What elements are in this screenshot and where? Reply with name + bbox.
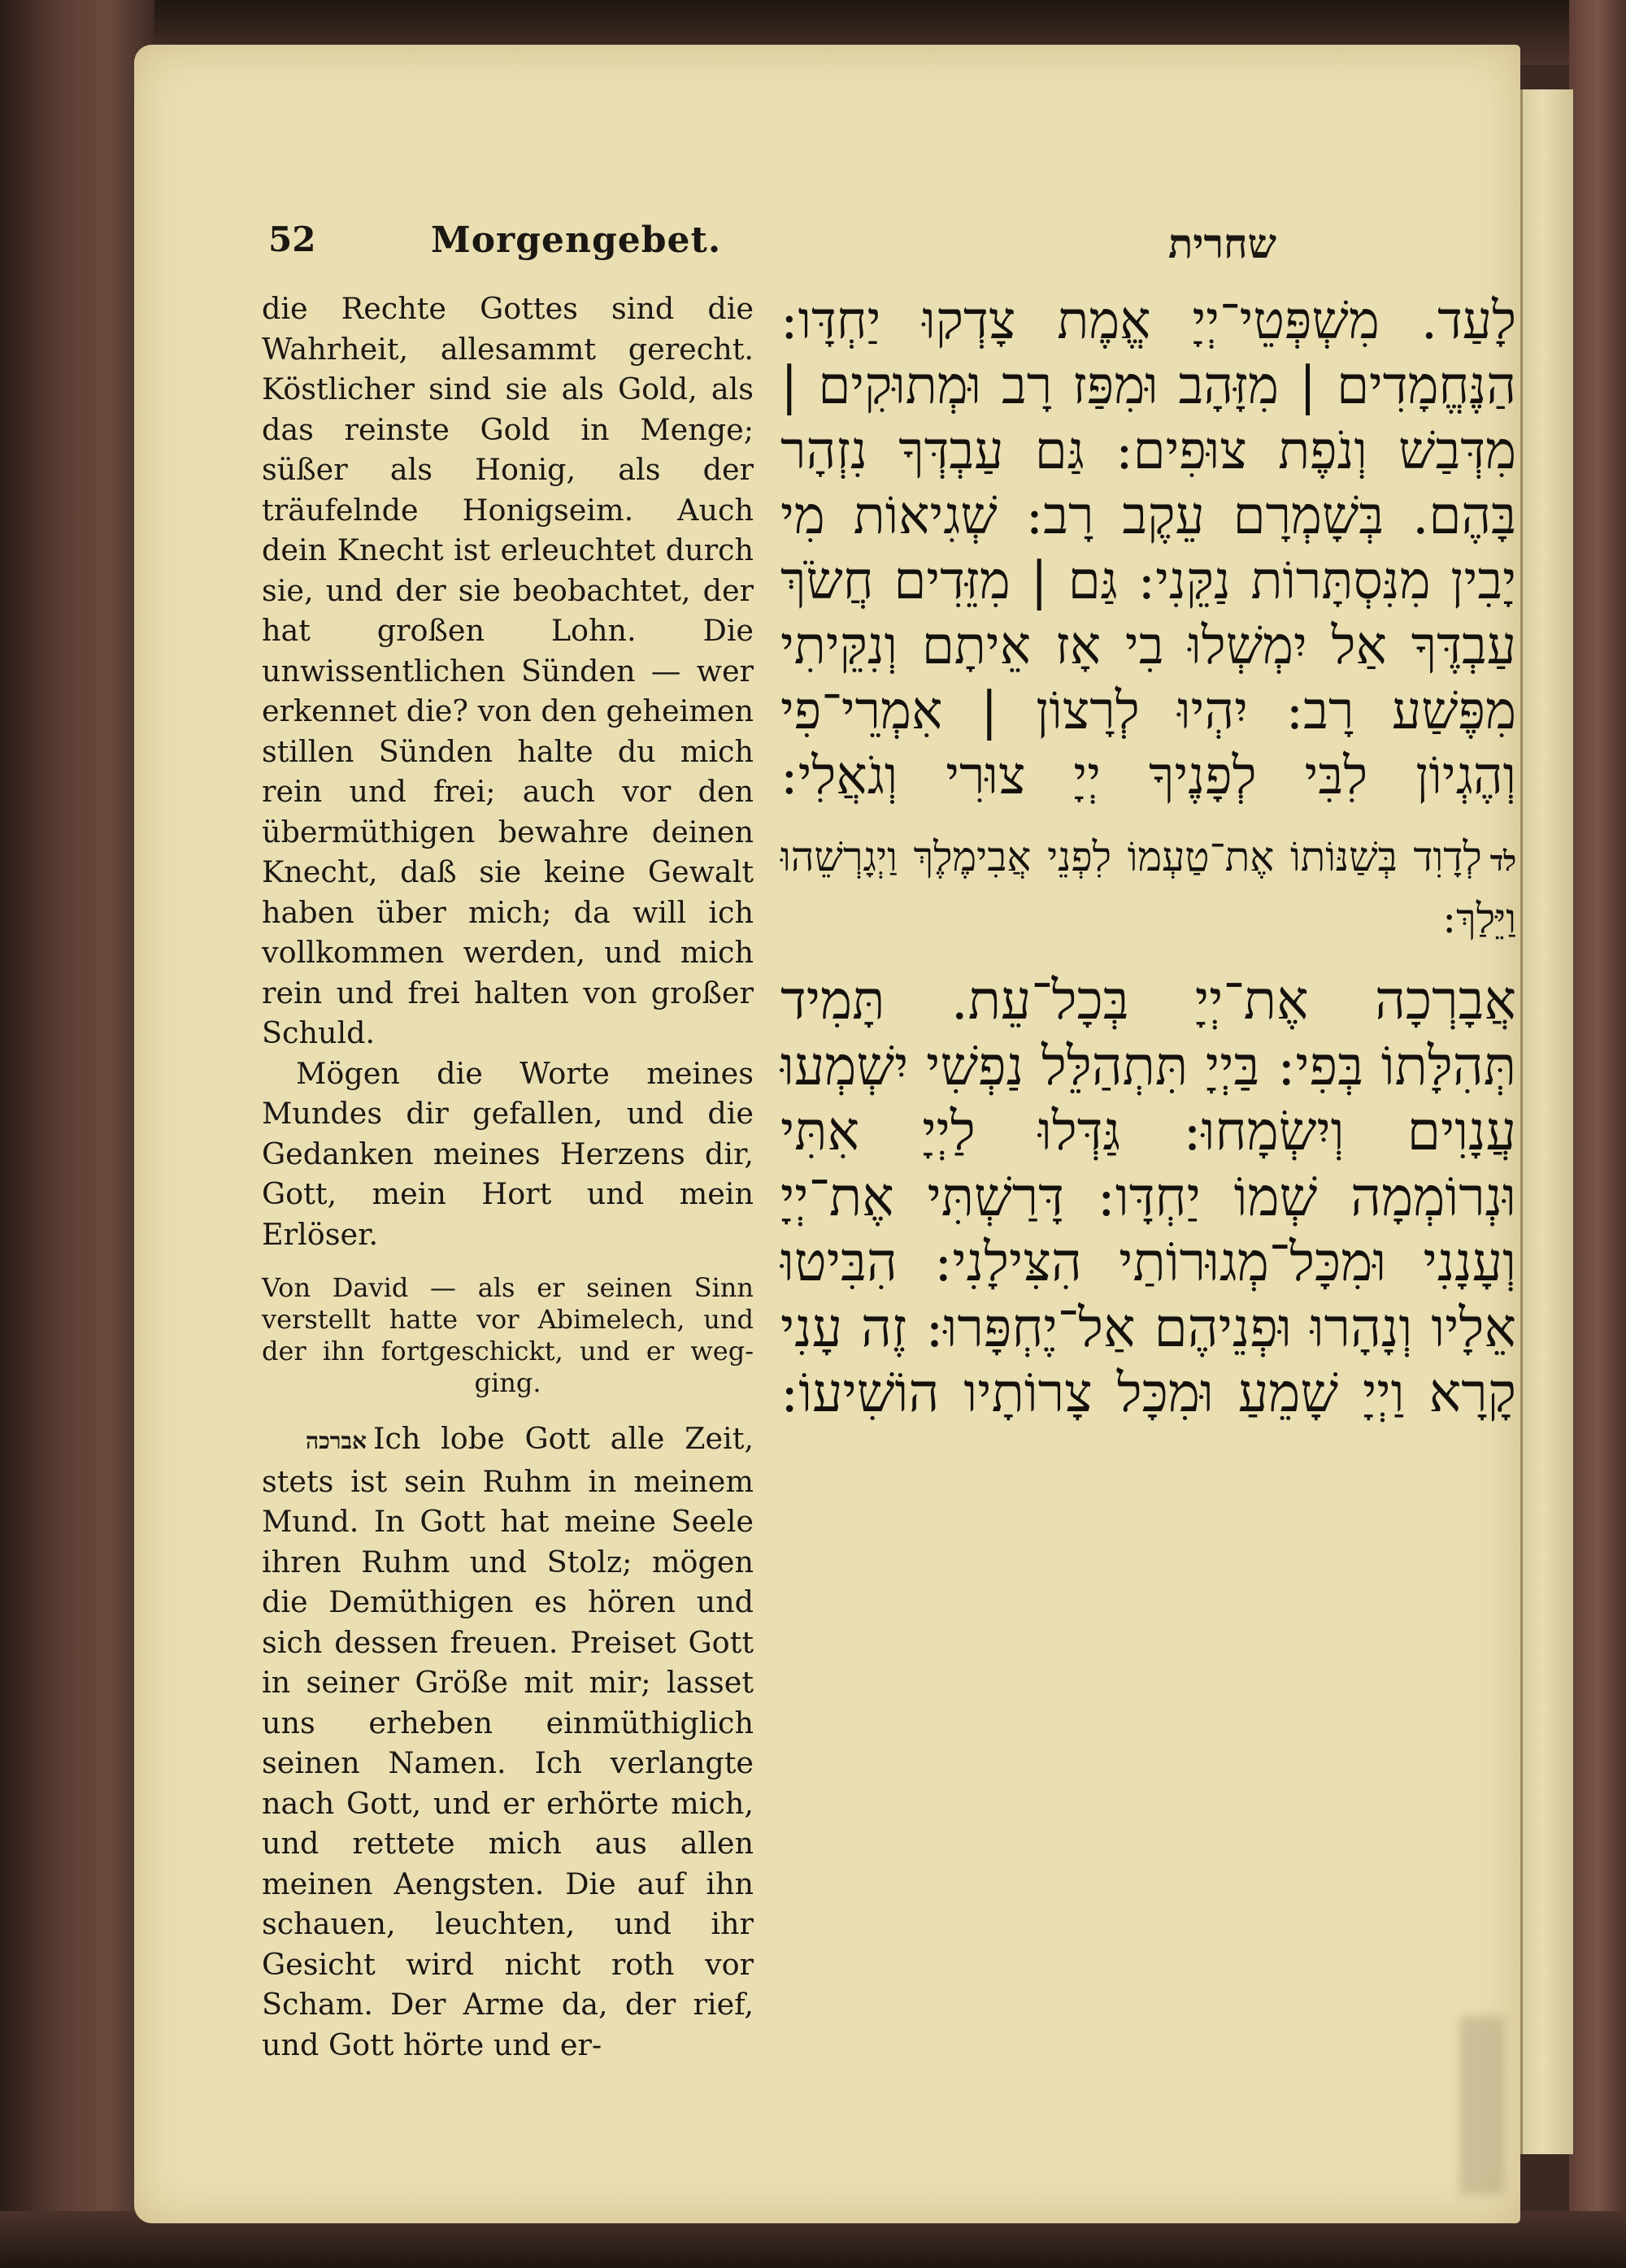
- hebrew-running-title: שחרית: [1167, 219, 1276, 267]
- german-column: [262, 289, 754, 2065]
- german-paragraph-3: [262, 1419, 754, 2065]
- german-paragraph-2: Mögen die Worte meines Mundes dir gefallen, und die Gedanken meines Herzens dir, Gott, mein Hort und mein Erlöser.: [262, 1055, 754, 1252]
- page-number: 52: [268, 219, 316, 259]
- german-paragraph-1: die Rechte Gottes sind die Wahrheit, allesammt gerecht. Köstlicher sind sie als Gold, als das reinste Gold in Menge; süßer als Honig, als der träufelnde Honigseim. Auch dein Knecht ist erleuchtet durch sie, und der sie beobachtet, der hat großen Lohn. Die unwissentlichen Sünden — wer erkennet die? von den geheimen stillen Sünden halte du mich rein und frei; auch vor den übermüthigen bewahre deinen Knecht, daß sie keine Gewalt haben über mich; da will ich vollkommen werden, und mich rein und frei halten von großer Schuld.: [262, 291, 754, 1050]
- hebrew-column: [780, 289, 1516, 1427]
- german-psalm-heading: Von David — als er seinen Sinn verstellt hatte vor Abimelech, und der ihn fortgeschickt, und er weg-ging.: [262, 1272, 754, 1398]
- german-running-title: Morgengebet.: [431, 219, 722, 261]
- facing-page-edge: [1520, 89, 1573, 2154]
- book-cover-right: [1569, 0, 1626, 2268]
- german-paragraph-3-text: Ich lobe Gott alle Zeit, stets ist sein Ruhm in meinem Mund. In Gott hat meine Seele ihren Ruhm und Stolz; mögen die Demüthigen es hören und sich dessen freuen. Preiset Gott in seiner Größe mit mir; lasset uns erheben einmüthiglich seinen Namen. Ich verlangte nach Gott, und er erhörte mich, und rettete mich aus allen meinen Aengsten. Die auf ihn schauen, leuchten, und ihr Gesicht wird nicht roth vor Scham. Der Arme da, der rief, und Gott hörte und er-: [262, 1421, 754, 2062]
- hebrew-keyword: אברכה: [306, 1427, 367, 1454]
- psalm-number: לד: [1489, 845, 1516, 878]
- hebrew-paragraph-1: לָעַד. מִשְׁפְּטֵי־יְיָ אֱמֶת צָדְקוּ יַחְדָּו: הַנֶּחֱמָדִים | מִזָּהָב וּמִפַּז רָב וּמְתוּקִים | מִדְּבַשׁ וְנֹפֶת צוּפִים: גַּם עַבְדְּךָ נִזְהָר בָּהֶם. בְּשָׁמְרָם עֵקֶב רָב: שְׁגִיאוֹת מִי יָבִין מִנִּסְתָּרוֹת נַקֵּנִי: גַּם | מִזֵּדִים חֲשֹׂךְ עַבְדֶּךָ אַל יִמְשְׁלוּ בִי אָז אֵיתָם וְנִקֵּיתִי מִפֶּשַׁע רָב: יִהְיוּ לְרָצוֹן | אִמְרֵי־פִי וְהֶגְיוֹן לִבִּי לְפָנֶיךָ יְיָ צוּרִי וְגֹאֲלִי:: [780, 291, 1516, 806]
- hebrew-psalm-heading: לְדָוִד בְּשַׁנּוֹתוֹ אֶת־טַעְמוֹ לִפְנֵי אֲבִימֶלֶךְ וַיְגָרְשֵׁהוּ וַיֵּלַךְ:: [780, 833, 1516, 942]
- page-stain: [1459, 2016, 1504, 2195]
- book-cover-left: [0, 0, 154, 2268]
- hebrew-paragraph-2: אֲבָרְכָה אֶת־יְיָ בְּכָל־עֵת. תָּמִיד תְּהִלָּתוֹ בְּפִי: בַּיְיָ תִּתְהַלֵּל נַפְשִׁי יִשְׁמְעוּ עֲנָוִים וְיִשְׂמָחוּ: גַּדְּלוּ לַיְיָ אִתִּי וּנְרוֹמְמָה שְׁמוֹ יַחְדָּו: דָּרַשְׁתִּי אֶת־יְיָ וְעָנָנִי וּמִכָּל־מְגוּרוֹתַי הִצִּילָנִי: הִבִּיטוּ אֵלָיו וְנָהָרוּ וּפְנֵיהֶם אַל־יֶחְפָּרוּ: זֶה עָנִי קָרָא וַיְיָ שָׁמֵעַ וּמִכָּל צָרוֹתָיו הוֹשִׁיעוֹ:: [780, 969, 1516, 1424]
- running-head: [268, 219, 1276, 268]
- hebrew-psalm-heading-block: [780, 828, 1516, 947]
